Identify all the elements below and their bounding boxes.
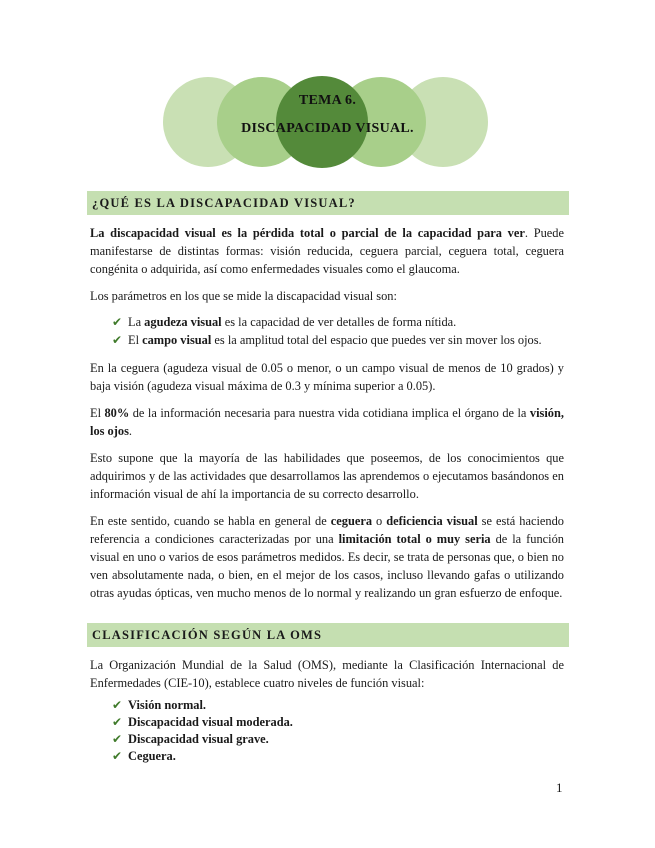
list-item-text: es la capacidad de ver detalles de forma nítida.	[221, 315, 457, 329]
list-item-text: es la amplitud total del espacio que puedes ver sin mover los ojos.	[211, 333, 542, 347]
paragraph-habilidades: Esto supone que la mayoría de las habilidades que poseemos, de los conocimientos que adquirimos y de las actividades que desarrollamos las aprendemos o ejecutamos basándonos en información visual de ahí la importancia de su correcto desarrollo.	[90, 451, 564, 501]
text-span: se está haciendo referencia a condiciones caracterizadas por una	[90, 514, 564, 546]
definition-text: . Puede manifestarse de distintas formas: visión reducida, ceguera parcial, ceguera total, ceguera congénita o adquirida, así como enfermedades visuales como el glaucoma.	[90, 226, 564, 276]
list-item-text: Discapacidad visual moderada.	[128, 715, 293, 729]
list-item-bold: agudeza visual	[144, 315, 222, 329]
text-bold: visión, los ojos	[90, 406, 564, 438]
paragraph-parametros: Los parámetros en los que se mide la discapacidad visual son:	[90, 289, 397, 303]
parameters-list	[90, 313, 564, 349]
document-title-line2: DISCAPACIDAD VISUAL.	[241, 121, 414, 136]
checkmark-icon: ✔	[112, 315, 123, 329]
list-item	[90, 697, 564, 714]
text-span: de la función visual en uno o varios de esos parámetros medidos. Es decir, se trata de personas que, o bien no ven absolutamente nada, o bien, en el mejor de los casos, incluso llevando gafas o utilizando otras ayudas ópticas, ven mucho menos de lo normal y realizando un gran esfuerzo de enfoque.	[90, 532, 565, 600]
text-bold: 80%	[104, 406, 130, 420]
list-item	[90, 313, 564, 331]
text-span: o	[372, 514, 387, 528]
text-span: En este sentido, cuando se habla en general de	[90, 514, 331, 528]
list-item-text: Ceguera.	[128, 749, 176, 763]
definition-bold: La discapacidad visual es la pérdida total o parcial de la capacidad para ver	[90, 226, 525, 240]
list-item	[90, 331, 564, 349]
text-span: .	[128, 424, 133, 438]
list-item	[90, 714, 564, 731]
checkmark-icon: ✔	[112, 732, 123, 746]
checkmark-icon: ✔	[112, 698, 123, 712]
paragraph-ceguera: En la ceguera (agudeza visual de 0.05 o menor, o un campo visual de menos de 10 grados) y baja visión (agudeza visual máxima de 0.3 y mínima superior a 0.05).	[90, 361, 564, 393]
paragraph-80-percent	[90, 404, 564, 440]
text-bold: deficiencia visual	[386, 514, 478, 528]
paragraph-definition	[90, 224, 564, 278]
list-item	[90, 731, 564, 748]
section-heading-clasificacion: CLASIFICACIÓN SEGÚN LA OMS	[87, 623, 569, 647]
checkmark-icon: ✔	[112, 715, 123, 729]
list-item-text: El	[128, 333, 143, 347]
levels-list	[90, 697, 564, 765]
list-item	[90, 748, 564, 765]
paragraph-oms: La Organización Mundial de la Salud (OMS), mediante la Clasificación Internacional de Enfermedades (CIE-10), establece cuatro niveles de función visual:	[90, 658, 564, 690]
page-number: 1	[556, 780, 563, 795]
text-span: de la información necesaria para nuestra vida cotidiana implica el órgano de la	[129, 406, 530, 420]
checkmark-icon: ✔	[112, 749, 123, 763]
list-item-bold: campo visual	[142, 333, 212, 347]
text-bold: ceguera	[330, 514, 373, 528]
text-bold: limitación total o muy seria	[338, 532, 491, 546]
section-heading-que-es: ¿QUÉ ES LA DISCAPACIDAD VISUAL?	[87, 191, 569, 215]
list-item-text: Visión normal.	[128, 698, 207, 712]
checkmark-icon: ✔	[112, 333, 123, 347]
document-title-line1: TEMA 6.	[298, 93, 357, 108]
title-header	[160, 75, 495, 170]
text-span: El	[90, 406, 105, 420]
list-item-text: La	[128, 315, 145, 329]
list-item-text: Discapacidad visual grave.	[128, 732, 269, 746]
paragraph-sentido	[90, 512, 564, 602]
